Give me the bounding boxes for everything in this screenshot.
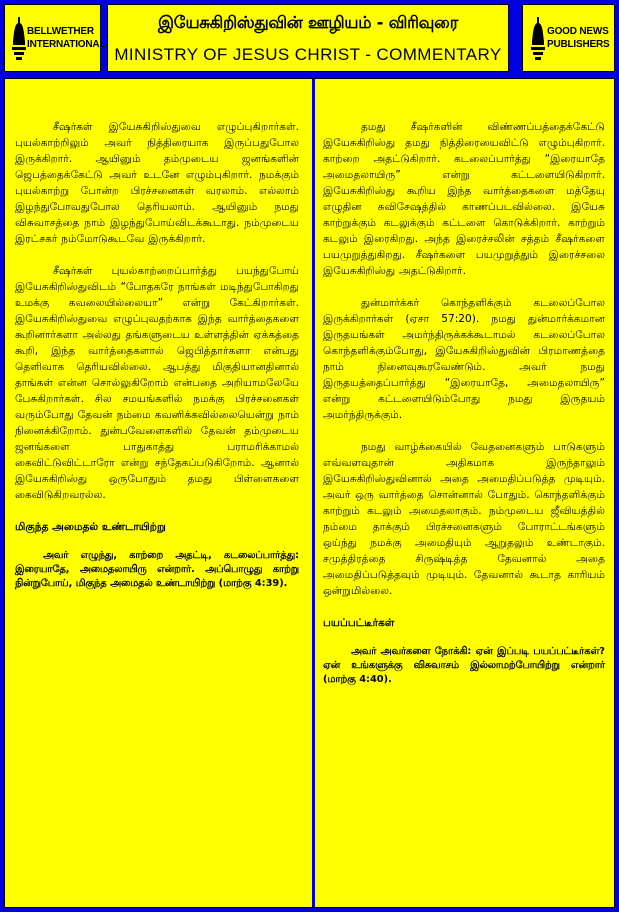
scripture-verse: அவர் எழுந்து, காற்றை அதட்டி, கடலைப்பார்த்து: இரையாதே, அமைதலாயிரு என்றார். அப்பொழுது காற்று நின்றுபோய், மிகுந்த அமைதல் உண்டாயிற்று (மாற்கு 4:39). (15, 550, 299, 589)
page-title-tamil: இயேசுகிறிஸ்துவின் ஊழியம் - விரிவுரை (158, 13, 458, 32)
page-title-english: MINISTRY OF JESUS CHRIST - COMMENTARY (114, 45, 502, 64)
header (4, 4, 615, 74)
content-page (4, 78, 615, 908)
title-box (107, 4, 509, 72)
scripture-verse: அவர் அவர்களை நோக்கி: ஏன் இப்படி பயப்பட்டீர்கள்? ஏன் உங்களுக்கு விசுவாசம் இல்லாமற்போயிற்று என்றார் (மாற்கு 4:40). (323, 646, 605, 685)
bell-icon (531, 15, 545, 61)
bellwether-logo (4, 4, 106, 72)
paragraph: துன்மார்க்கர் கொந்தளிக்கும் கடலைப்போல இருக்கிறார்கள் (ஏசா 57:20). நமது துன்மார்க்கமான இருதயங்கள் அமர்ந்திருக்கக்கூடாமல் கடலைப்போல கொந்தளிக்கும்போது, இயேசுகிறிஸ்துவின் பிரமாணத்தை நாம் நினைவுகூரவேண்டும். அவர் நமது இருதயத்தைப்பார்த்து “இரையாதே, அமைதலாயிரு” என்று கட்டளையிடும்போது நமது இருதயம் அமர்ந்திருக்கும். (323, 297, 605, 421)
good-news-logo-text: GOOD NEWS PUBLISHERS (547, 26, 610, 50)
bellwether-logo-text: BELLWETHER INTERNATIONAL (27, 26, 106, 50)
good-news-logo (522, 4, 615, 72)
bell-icon (12, 15, 26, 61)
right-column (323, 119, 605, 687)
column-divider (312, 79, 315, 907)
section-heading: பயப்பட்டீர்கள் (323, 617, 395, 629)
section-heading: மிகுந்த அமைதல் உண்டாயிற்று (15, 521, 166, 533)
left-column (15, 119, 299, 591)
paragraph: தமது சீஷர்களின் விண்ணப்பத்தைக்கேட்டு இயேசுகிறிஸ்து தமது நித்திரையைவிட்டு எழும்புகிறார். காற்றை அதட்டுகிறார். கடலைப்பார்த்து “இரையாதே அமைதலாயிரு” என்று கட்டளையிடுகிறார். இயேசுகிறிஸ்து கூறிய இந்த வார்த்தைகளை மத்தேயு எழுதின சுவிசேஷத்தில் காணப்படவில்லை. இயேசு காற்றுக்கும் கடலுக்கும் கட்டளை கொடுக்கிறார். காற்றும் கடலும் இரைகிறது. அந்த இரைச்சலின் சத்தம் சீஷர்களை பயமுறுத்துகிறது. சீஷர்களை பயமுறுத்தும் இரைச்சலை இயேசுகிறிஸ்து அதட்டுகிறார். (323, 121, 605, 277)
paragraph: நமது வாழ்க்கையில் வேதனைகளும் பாடுகளும் எவ்வளவுதான் அதிகமாக இருந்தாலும் இயேசுகிறிஸ்துவினால் அதை அமைதிப்படுத்த முடியும். அவர் ஒரு வார்த்தை சொன்னால் போதும். கொந்தளிக்கும் காற்றும் கடலும் அமைதலாகும். நம்முடைய ஜீவியத்தில் நம்மை தாக்கும் பிரச்சனைகளும் போராட்டங்களும் ஒய்ந்து நமக்கு அமைதியும் ஆறுதலும் உண்டாகும். சமுத்திரத்தை சிருஷ்டித்த தேவனால் அதை அமைதிப்படுத்தவும் முடியும். தேவனால் கூடாத காரியம் ஒன்றுமில்லை. (323, 441, 605, 597)
paragraph: சீஷர்கள் இயேசுகிறிஸ்துவை எழுப்புகிறார்கள். புயல்காற்றிலும் அவர் நித்திரையாக இருப்பதுபோல இருக்கிறார். ஆயினும் தம்முடைய ஜனங்களின் ஜெபத்தைக்கேட்டு அவர் உடனே எழும்புகிறார். நமக்கும் புயல்காற்று போன்ற பிரச்சனைகள் வரலாம். எல்லாம் இழந்துபோவதுபோல தெரியலாம். ஆயினும் நமது விசுவாசத்தை நாம் இழந்துபோய்விடக்கூடாது. நம்முடைய இரட்சகர் நம்மோடுகூடவே இருக்கிறார். (15, 121, 299, 245)
paragraph: சீஷர்கள் புயல்காற்றைப்பார்த்து பயந்துபோய் இயேசுகிறிஸ்துவிடம் “போதகரே நாங்கள் மடிந்துபோகிறது உமக்கு கவலையில்லையா” என்று கேட்கிறார்கள். இயேசுகிறிஸ்துவை எழுப்புவதற்காக இந்த வார்த்தைகளை கூறினார்களா அல்லது தங்களுடைய உள்ளத்தின் ஏக்கத்தை கூறி, இந்த வார்த்தைகளால் ஜெபித்தார்களா என்பது தெளிவாக தெரியவில்லை. ஆபத்து மிகுதியானதினால் தாங்கள் என்ன சொல்லுகிறோம் என்பதை அறியாமலேயே பேசுகிறார்கள். சில சமயங்களில் நமக்கு பிரச்சனைகள் வரும்போது தேவன் நம்மை கவனிக்கவில்லையென்று நாம் நினைக்கிறோம். துன்பவேளைகளில் தேவன் தம்முடைய ஜனங்களை பாதுகாத்து பராமரிக்காமல் கைவிட்டுவிட்டாரோ என்று சந்தேகப்படுகிறோம். ஆனால் இயேசுகிறிஸ்து ஒருபோதும் தமது பிள்ளைகளை கைவிடுகிறவரல்ல. (15, 265, 299, 501)
